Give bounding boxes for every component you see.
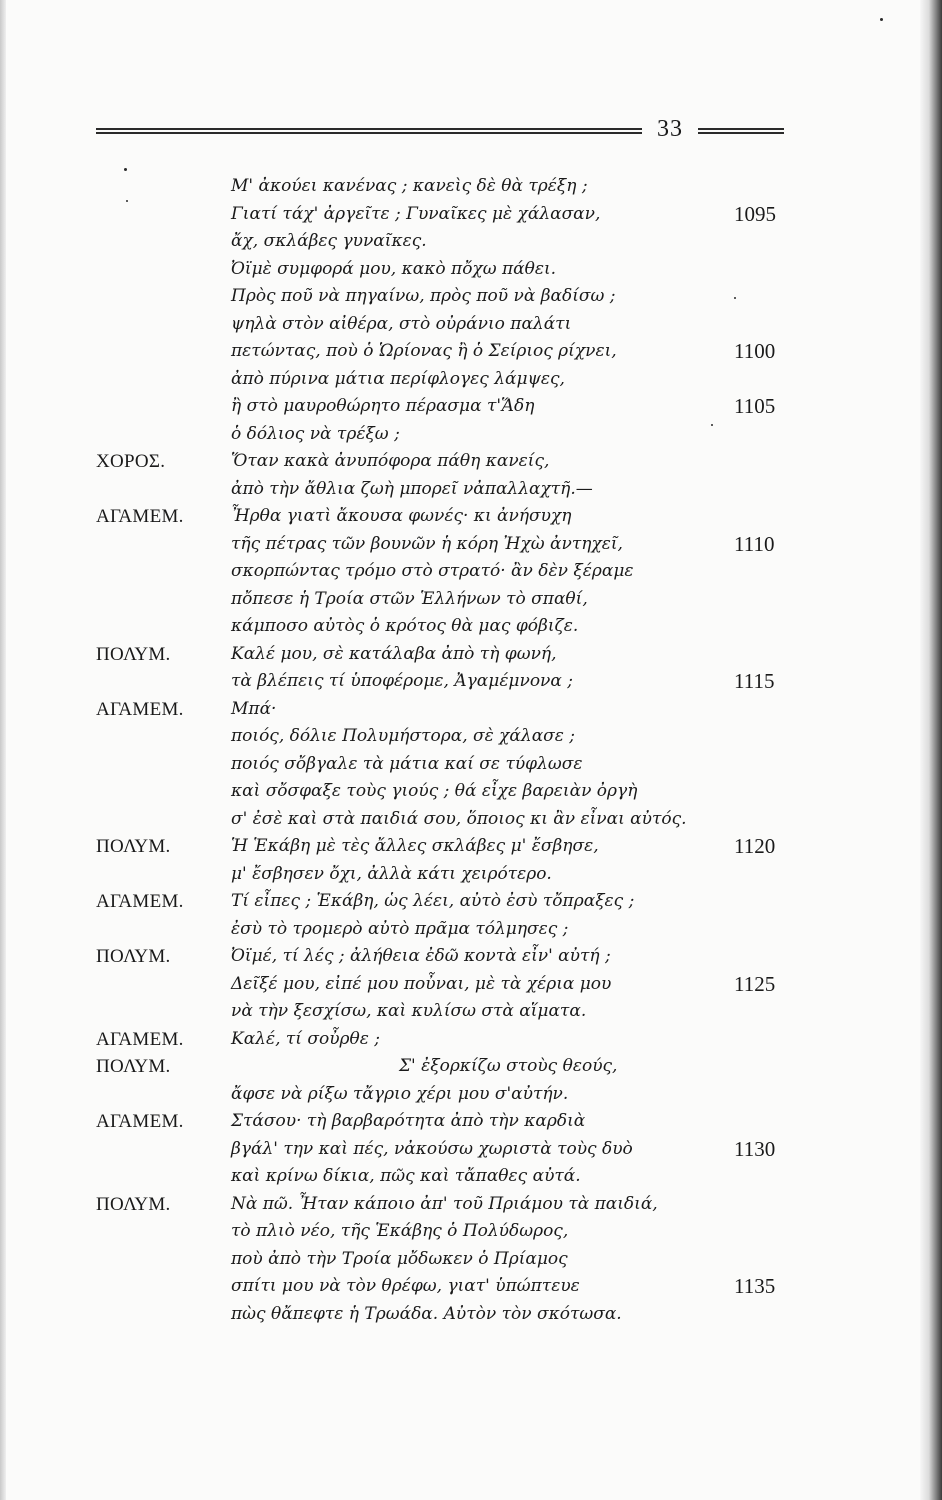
verse-line [96, 751, 796, 779]
verse-text: πετώντας, ποὺ ὁ Ὡρίονας ἢ ὁ Σείριος ρίχνει, [231, 341, 617, 361]
print-speck [734, 297, 736, 299]
verse-line [96, 641, 796, 669]
verse-text: μ' ἔσβησεν ὄχι, ἀλλὰ κάτι χειρότερο. [231, 863, 552, 884]
verse-line [96, 173, 796, 201]
line-number: 1115 [734, 669, 775, 693]
verse-text: καὶ κρίνω δίκια, πῶς καὶ τἄπαθες αὐτά. [231, 1166, 581, 1186]
verse-text: Στάσου· τὴ βαρβαρότητα ἀπὸ τὴν καρδιὰ [231, 1111, 586, 1131]
verse-text: Ὅταν κακὰ ἀνυπόφορα πάθη κανείς, [231, 451, 550, 471]
verse-block [96, 173, 796, 1328]
verse-line [96, 861, 796, 889]
verse-text: πὼς θἄπεφτε ἡ Τρωάδα. Αὐτὸν τὸν σκότωσα. [231, 1303, 622, 1324]
verse-text: Πρὸς ποῦ νὰ πηγαίνω, πρὸς ποῦ νὰ βαδίσω ; [231, 286, 616, 306]
verse-text: Καλέ μου, σὲ κατάλαβα ἀπὸ τὴ φωνή, [231, 643, 557, 664]
verse-line [96, 916, 796, 944]
verse-line [96, 971, 796, 999]
verse-text: Σ' ἐξορκίζω στοὺς θεούς, [399, 1056, 618, 1076]
verse-line [96, 503, 796, 531]
page-number: 33 [657, 116, 683, 142]
print-speck [126, 200, 128, 202]
speaker-label: ΠΟΛΥΜ. [96, 1193, 171, 1215]
header-rule-right [698, 128, 784, 134]
line-number: 1130 [734, 1136, 776, 1161]
verse-text: καὶ σὄσφαξε τοὺς γιούς ; θά εἶχε βαρειὰν ὀργὴ [231, 781, 638, 801]
verse-line [96, 1218, 796, 1246]
verse-text: τῆς πέτρας τῶν βουνῶν ἡ κόρη Ἠχὼ ἀντηχεῖ, [231, 533, 623, 554]
speaker-label: ΑΓΑΜΕΜ. [96, 698, 184, 720]
verse-line [96, 696, 796, 724]
verse-line [96, 1026, 796, 1054]
verse-text: πὄπεσε ἡ Τροία στῶν Ἑλλήνων τὸ σπαθί, [231, 588, 588, 609]
line-number: 1120 [734, 834, 776, 858]
verse-line [96, 586, 796, 614]
verse-line [96, 943, 796, 971]
line-number: 1125 [734, 971, 776, 996]
verse-text: Γιατί τάχ' ἀργεῖτε ; Γυναῖκες μὲ χάλασαν, [231, 203, 601, 224]
verse-line [96, 1081, 796, 1109]
page-right-edge [920, 0, 942, 1500]
verse-line [96, 283, 796, 311]
verse-text: ἀπὸ τὴν ἄθλια ζωὴ μπορεῖ νἀπαλλαχτῆ.— [231, 478, 593, 499]
verse-line [96, 421, 796, 449]
verse-line [96, 806, 796, 834]
speaker-label: ΠΟΛΥΜ. [96, 1056, 171, 1077]
speaker-label: ΠΟΛΥΜ. [96, 836, 171, 857]
verse-line [96, 1246, 796, 1274]
verse-text: βγάλ' την καὶ πές, νἀκούσω χωριστὰ τοὺς δυὸ [231, 1138, 633, 1159]
verse-text: Δεῖξέ μου, εἰπέ μου ποὖναι, μὲ τὰ χέρια μου [231, 973, 612, 994]
verse-line [96, 1301, 796, 1329]
verse-text: Ὀϊμὲ συμφορά μου, κακὸ πὄχω πάθει. [231, 258, 557, 279]
line-number: 1110 [734, 531, 775, 556]
verse-line [96, 256, 796, 284]
verse-line [96, 1191, 796, 1219]
verse-line [96, 833, 796, 861]
verse-line [96, 476, 796, 504]
verse-line [96, 448, 796, 476]
verse-text: Τί εἶπες ; Ἑκάβη, ὡς λέει, αὐτὸ ἐσὺ τὄπραξες ; [231, 891, 635, 911]
verse-text: Νὰ πῶ. Ἦταν κάποιο ἀπ' τοῦ Πριάμου τὰ παιδιά, [231, 1193, 658, 1214]
verse-text: Ἦρθα γιατὶ ἄκουσα φωνές· κι ἀνήσυχη [231, 506, 572, 526]
verse-line [96, 1273, 796, 1301]
verse-text: σκορπώντας τρόμο στὸ στρατό· ἂν δὲν ξέραμε [231, 561, 634, 581]
print-speck [711, 424, 713, 426]
verse-line [96, 998, 796, 1026]
verse-line [96, 393, 796, 421]
print-speck [880, 18, 883, 21]
verse-line [96, 531, 796, 559]
verse-text: νὰ τὴν ξεσχίσω, καὶ κυλίσω στὰ αἵματα. [231, 1001, 587, 1021]
verse-line [96, 723, 796, 751]
speaker-label: ΑΓΑΜΕΜ. [96, 1111, 184, 1132]
speaker-label: ΧΟΡΟΣ. [96, 451, 166, 472]
verse-line [96, 1163, 796, 1191]
verse-line [96, 366, 796, 394]
line-number: 1135 [734, 1274, 776, 1298]
verse-line [96, 613, 796, 641]
verse-text: ἢ στὸ μαυροθώρητο πέρασμα τ'Ἅδη [231, 396, 535, 416]
verse-text: σπίτι μου νὰ τὸν θρέφω, γιατ' ὑπώπτευε [231, 1276, 580, 1296]
line-number: 1105 [734, 394, 776, 418]
header-rule-left [96, 128, 642, 134]
verse-text: ἀπὸ πύρινα μάτια περίφλογες λάμψες, [231, 368, 565, 389]
verse-text: ποιός σὄβγαλε τὰ μάτια καί σε τύφλωσε [231, 753, 583, 774]
verse-text: Ὀϊμέ, τί λές ; ἀλήθεια ἐδῶ κοντὰ εἶν' αὐτή ; [231, 946, 611, 966]
verse-text: κάμποσο αὐτὸς ὁ κρότος θὰ μας φόβιζε. [231, 616, 579, 636]
verse-line [96, 888, 796, 916]
verse-text: ποιός, δόλιε Πολυμήστορα, σὲ χάλασε ; [231, 726, 576, 746]
verse-text: Μπά· [231, 698, 277, 719]
speaker-label: ΠΟΛΥΜ. [96, 946, 171, 967]
verse-text: σ' ἐσὲ καὶ στὰ παιδιά σου, ὅποιος κι ἂν εἶναι αὐτός. [231, 808, 687, 829]
verse-line [96, 558, 796, 586]
verse-text: ποὺ ἀπὸ τὴν Τροία μὄδωκεν ὁ Πρίαμος [231, 1248, 568, 1269]
line-number: 1095 [734, 201, 776, 226]
verse-text: ψηλὰ στὸν αἰθέρα, στὸ οὐράνιο παλάτι [231, 313, 572, 334]
verse-text: ἄχ, σκλάβες γυναῖκες. [231, 231, 427, 251]
verse-line [96, 311, 796, 339]
verse-line [96, 668, 796, 696]
verse-line [96, 1053, 796, 1081]
verse-line [96, 1136, 796, 1164]
verse-text: Μ' ἀκούει κανένας ; κανεὶς δὲ θὰ τρέξη ; [231, 176, 588, 196]
verse-line [96, 338, 796, 366]
verse-text: τὸ πλιὸ νέο, τῆς Ἑκάβης ὁ Πολύδωρος, [231, 1221, 569, 1241]
verse-line [96, 1108, 796, 1136]
verse-text: ὁ δόλιος νὰ τρέξω ; [231, 423, 400, 444]
verse-line [96, 228, 796, 256]
verse-text: τὰ βλέπεις τί ὑποφέρομε, Ἀγαμέμνονα ; [231, 671, 574, 691]
verse-line [96, 201, 796, 229]
verse-text: ἄφσε νὰ ρίξω τἄγριο χέρι μου σ'αὐτήν. [231, 1083, 569, 1104]
print-speck [124, 168, 127, 171]
line-number: 1100 [734, 339, 776, 363]
verse-line [96, 778, 796, 806]
speaker-label: ΠΟΛΥΜ. [96, 643, 171, 665]
speaker-label: ΑΓΑΜΕΜ. [96, 506, 184, 527]
verse-text: Ἡ Ἑκάβη μὲ τὲς ἄλλες σκλάβες μ' ἔσβησε, [231, 836, 599, 856]
page-left-edge [0, 0, 6, 1500]
verse-text: Καλέ, τί σοὖρθε ; [231, 1028, 381, 1049]
verse-text: ἐσὺ τὸ τρομερὸ αὐτὸ πρᾶμα τόλμησες ; [231, 918, 569, 939]
speaker-label: ΑΓΑΜΕΜ. [96, 1028, 184, 1050]
speaker-label: ΑΓΑΜΕΜ. [96, 891, 184, 912]
